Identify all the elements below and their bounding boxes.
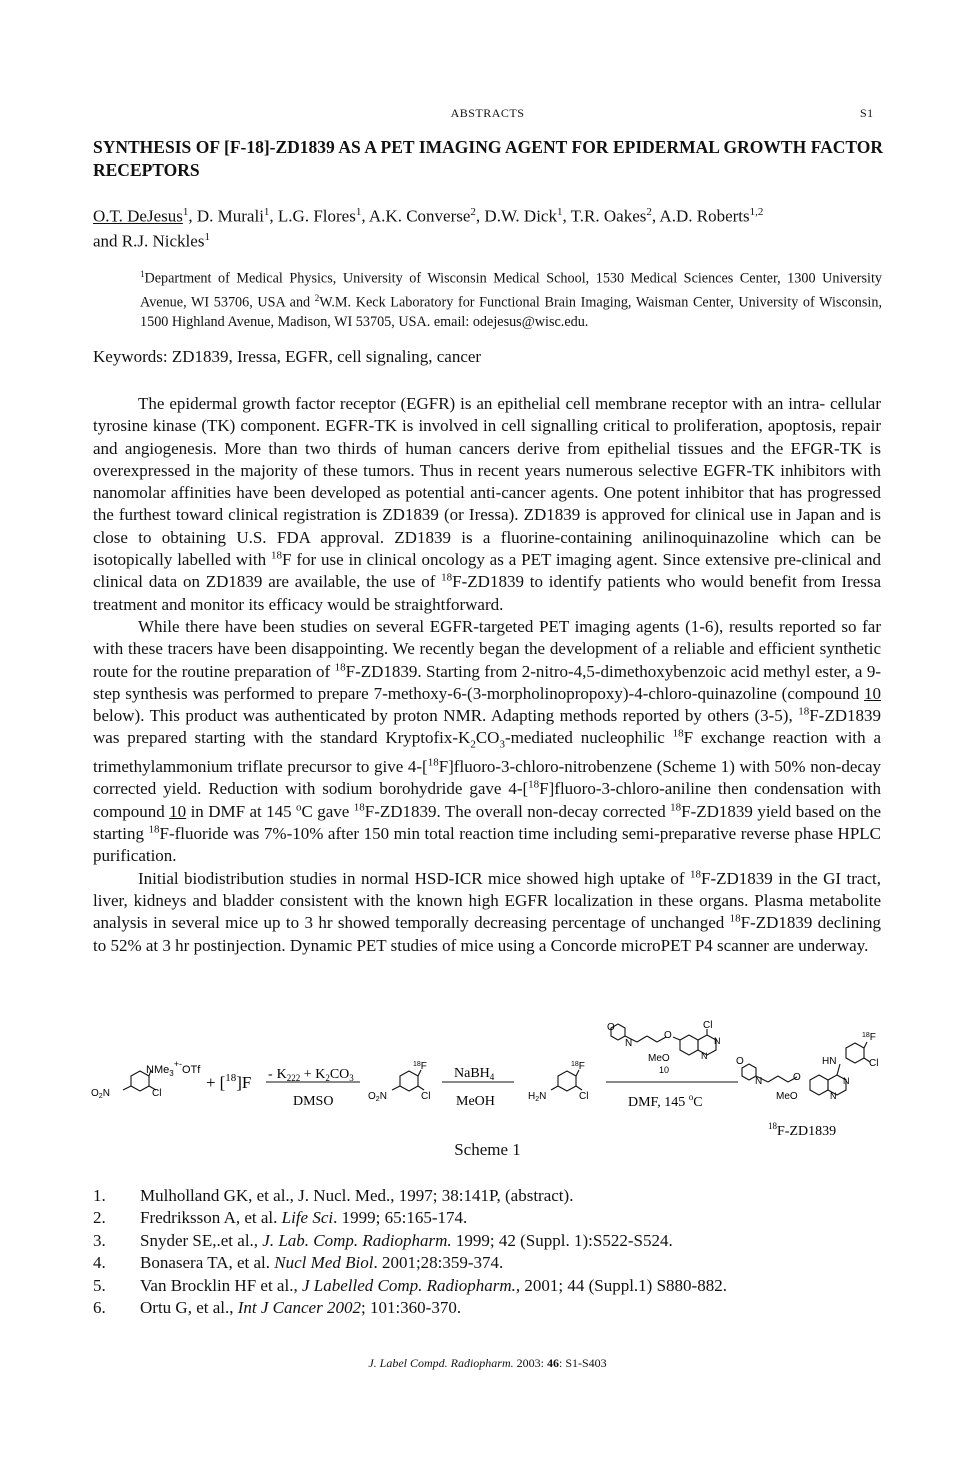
label-meo: MeO [648, 1053, 670, 1064]
scheme-caption: Scheme 1 [454, 1140, 521, 1159]
author: , A.K. Converse [361, 206, 471, 226]
label-fluoride: + [$^{18}$]F [206, 1072, 252, 1092]
reagent-2-bottom: MeOH [456, 1094, 495, 1109]
reference-item: 6. Ortu G, et al., Int J Cancer 2002; 101:360-370. [93, 1298, 462, 1318]
keywords: Keywords: ZD1839, Iressa, EGFR, cell signaling, cancer [93, 347, 482, 366]
aryl-ring [846, 1043, 864, 1063]
label-cl: Cl [869, 1058, 878, 1069]
label-nme3: NMe$_3$+-OTf [146, 1059, 201, 1078]
label-n: N [625, 1038, 633, 1049]
reference-item: 1. Mulholland GK, et al., J. Nucl. Med., 1997; 38:141P, (abstract). [93, 1186, 574, 1205]
paragraph-2: While there have been studies on several EGFR-targeted PET imaging agents (1-6), results reported so far with these tracers have been disappointing. We recently began the development of a reliable and efficient synthetic route for the routine preparation of $^{18}$F-ZD1839. Starting from 2-nitro-4,5-dimethoxybenzoic acid methyl ester, a 9-step synthesis was performed to prepare 7-methoxy-6-(3-morpholinopropoxy)-4-chloro-quinazoline (compound 10 below). This product was authenticated by proton NMR. Adapting methods reported by others (3-5), $^{18}$F-ZD1839 was prepared starting with the standard Kryptofix-$K_2CO_3$-mediated nucleophilic $^{18}$F exchange reaction with a trimethylammonium triflate precursor to give 4-[$^{18}$F]fluoro-3-chloro-nitrobenzene (Scheme 1) with 50% non-decay corrected yield. Reduction with sodium borohydride gave 4-[$^{18}$F]fluoro-3-chloro-aniline then condensation with compound 10 in DMF at 145 $^o$C gave $^{18}$F-ZD1839. The overall non-decay corrected $^{18}$F-ZD1839 yield based on the starting $^{18}$F-fluoride was 7%-10% after 150 min total reaction time including semi-preparative reverse phase HPLC purification. [93, 616, 881, 866]
reference-list [93, 1185, 883, 1319]
affiliation-2: W.M. Keck Laboratory for Functional Brain Imaging, Waisman Center, University of Wisconsin, 1500 Highland Avenue, Madison, WI 53705, USA. email: odejesus@wisc.edu. [140, 294, 883, 331]
label-n: N [714, 1036, 721, 1046]
paper-title: SYNTHESIS OF [F-18]-ZD1839 AS A PET IMAGING AGENT FOR EPIDERMAL GROWTH FACTOR RECEPTORS [93, 137, 883, 180]
journal-footer: J. Label Compd. Radiopharm. 2003: 46: S1-S403 [368, 1356, 607, 1370]
label-o2n: $O_2N$ [91, 1088, 110, 1100]
author: , A.D. Roberts [651, 206, 750, 226]
label-o: O [607, 1022, 615, 1033]
morpholine-ring [742, 1064, 756, 1080]
author: , L.G. Flores [269, 206, 356, 226]
page-number: S1 [860, 106, 874, 120]
label-cl: Cl [421, 1091, 431, 1102]
label-h2n: $H_2N$ [528, 1091, 547, 1103]
reagent-1-bottom: DMSO [293, 1094, 334, 1109]
author: , D.W. Dick [475, 206, 557, 226]
label-f: $^{18}$F [571, 1061, 585, 1072]
paragraph-3: Initial biodistribution studies in normal HSD-ICR mice showed high uptake of $^{18}$F-ZD1839 in the GI tract, liver, kidneys and bladder consistent with the known high EGFR localization in these organs. Plasma metabolite analysis in several mice up to 3 hr showed temporally decreasing percentage of unchanged $^{18}$F-ZD1839 declining to 52% at 3 hr postinjection. Dynamic PET studies of mice using a Concorde microPET P4 scanner are underway. [93, 867, 881, 955]
label-n: N [830, 1091, 837, 1101]
reference-item: 3. Snyder SE,.et al., J. Lab. Comp. Radiopharm. 1999; 42 (Suppl. 1):S522-S524. [93, 1230, 673, 1250]
label-n: N [755, 1076, 763, 1087]
label-hn: HN [822, 1056, 837, 1067]
benzene-ring [558, 1071, 576, 1091]
label-f: $^{18}$F [413, 1061, 427, 1072]
label-cl: Cl [579, 1091, 589, 1102]
benzene-ring [400, 1071, 418, 1091]
running-header: ABSTRACTS [450, 106, 525, 120]
author-list: O.T. DeJesus$^1$, D. Murali$^1$, L.G. Flores$^1$, A.K. Converse$^2$, D.W. Dick$^1$, T.R. Oakes$^2$, A.D. Roberts$^{1,2}$ and R.J. Nickles$^1$ [93, 206, 764, 251]
label-n: N [701, 1051, 708, 1061]
product-label: $^{18}$F-ZD1839 [768, 1121, 837, 1139]
author: and R.J. Nickles [93, 231, 205, 251]
label-o: O [793, 1072, 801, 1083]
label-o: O [664, 1030, 672, 1041]
label-n: N [843, 1076, 850, 1086]
quinazoline-ring [810, 1075, 828, 1095]
lead-author: O.T. DeJesus [93, 206, 183, 226]
affiliations: $^1$Department of Medical Physics, University of Wisconsin Medical School, 1530 Medical Sciences Center, 1300 University Avenue, WI 53706, USA and $^2$W.M. Keck Laboratory for Functional Brain Imaging, Waisman Center, University of Wisconsin, 1500 Highland Avenue, Madison, WI 53705, USA. email: odejesus@wisc.edu. [140, 269, 883, 331]
author: , T.R. Oakes [562, 206, 647, 226]
abstract-body [93, 393, 881, 957]
affiliation-1: Department of Medical Physics, University of Wisconsin Medical School, 1530 Medical Sciences Center, 1300 University Avenue, WI 53706, USA and [140, 270, 882, 311]
reference-item: 2. Fredriksson A, et al. Life Sci. 1999; 65:165-174. [93, 1208, 468, 1228]
author: , D. Murali [188, 206, 264, 226]
label-f: $^{18}$F [862, 1032, 876, 1043]
label-o2n: $O_2N$ [368, 1091, 387, 1103]
reagent-1-top: - $K_{222} + K_2CO_3$ [268, 1067, 354, 1083]
reference-item: 4. Bonasera TA, et al. Nucl Med Biol. 2001;28:359-374. [93, 1253, 504, 1273]
reference-item: 5. Van Brocklin HF et al., J Labelled Comp. Radiopharm., 2001; 44 (Suppl.1) S880-882. [93, 1275, 727, 1295]
reaction-scheme [88, 1018, 878, 1143]
label-cl: Cl [703, 1020, 713, 1031]
reagent-3-bottom: DMF, 145 $^o$C [628, 1092, 703, 1110]
label-o: O [736, 1056, 744, 1067]
paragraph-1: The epidermal growth factor receptor (EGFR) is an epithelial cell membrane receptor with an intra- cellular tyrosine kinase (TK) component. EGFR-TK is involved in cell signalling critical to proliferation, apoptosis, repair and angiogenesis. More than two thirds of human cancers derive from epithelial tissues and the EFGR-TK is overexpressed in the majority of these tumors. Thus in recent years numerous selective EGFR-TK inhibitors with nanomolar affinities have been developed as potential anti-cancer agents. One potent inhibitor that has progressed the furthest toward clinical registration is ZD1839 (or Iressa). ZD1839 is approved for clinical use in Japan and is close to obtaining U.S. FDA approval. ZD1839 is a fluorine-containing anilinoquinazoline which can be isotopically labelled with $^{18}$F for use in clinical oncology as a PET imaging agent. Since extensive pre-clinical and clinical data on ZD1839 are available, the use of $^{18}$F-ZD1839 to identify patients who would benefit from Iressa treatment and monitor its efficacy would be straightforward. [93, 394, 882, 614]
reagent-2-top: NaBH$_4$ [454, 1066, 495, 1082]
label-meo: MeO [776, 1091, 798, 1102]
compound-label: 10 [659, 1065, 670, 1075]
label-cl: Cl [152, 1088, 162, 1099]
quinazoline-ring [680, 1035, 698, 1055]
